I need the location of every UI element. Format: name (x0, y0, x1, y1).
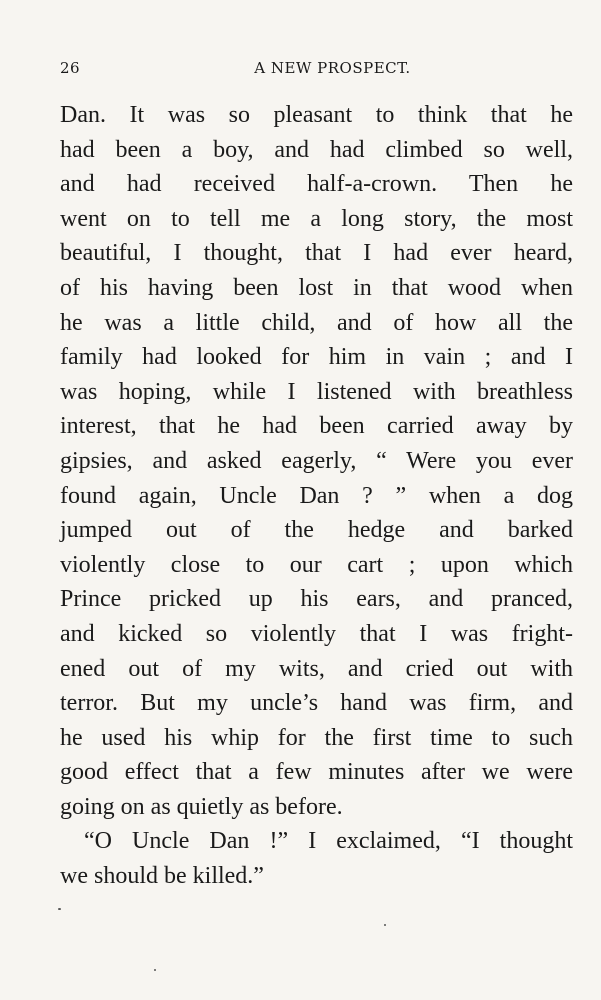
text-line: violently close to our cart ; upon which (60, 551, 573, 578)
text-line: Dan. It was so pleasant to think that he (60, 102, 573, 128)
text-line: family had looked for him in vain ; and I (60, 344, 573, 371)
running-head: A NEW PROSPECT. (254, 59, 411, 77)
text-line: was hoping, while I listened with breathless (60, 378, 573, 405)
text-line: terror. But my uncle’s hand was firm, and (60, 690, 573, 717)
text-line: jumped out of the hedge and barked (60, 517, 573, 544)
body-text (60, 98, 573, 894)
text-line: went on to tell me a long story, the most (60, 205, 573, 232)
page-header (60, 59, 569, 81)
text-line: he used his whip for the first time to such (60, 724, 573, 751)
text-line: and had received half-a-crown. Then he (60, 171, 573, 198)
text-line: beautiful, I thought, that I had ever heard, (60, 240, 573, 267)
text-line: good effect that a few minutes after we were (60, 759, 573, 786)
text-line: found again, Uncle Dan ? ” when a dog (60, 482, 573, 509)
text-line: Prince pricked up his ears, and pranced, (60, 586, 573, 613)
text-line: had been a boy, and had climbed so well, (60, 136, 573, 163)
text-line: gipsies, and asked eagerly, “ Were you ever (60, 447, 573, 474)
text-line: of his having been lost in that wood when (60, 274, 573, 301)
text-line: and kicked so violently that I was fright- (60, 620, 573, 647)
page-number: 26 (60, 59, 81, 77)
scan-speck (384, 924, 386, 926)
text-line: he was a little child, and of how all the (60, 309, 573, 336)
scan-speck (154, 969, 156, 971)
text-line: interest, that he had been carried away by (60, 413, 573, 440)
text-line: ened out of my wits, and cried out with (60, 655, 573, 682)
text-line-paragraph-end: we should be killed.” (60, 863, 264, 890)
text-line-paragraph-start: “O Uncle Dan !” I exclaimed, “I thought (84, 828, 573, 855)
scan-speck (58, 908, 61, 910)
text-line-paragraph-end: going on as quietly as before. (60, 793, 343, 820)
